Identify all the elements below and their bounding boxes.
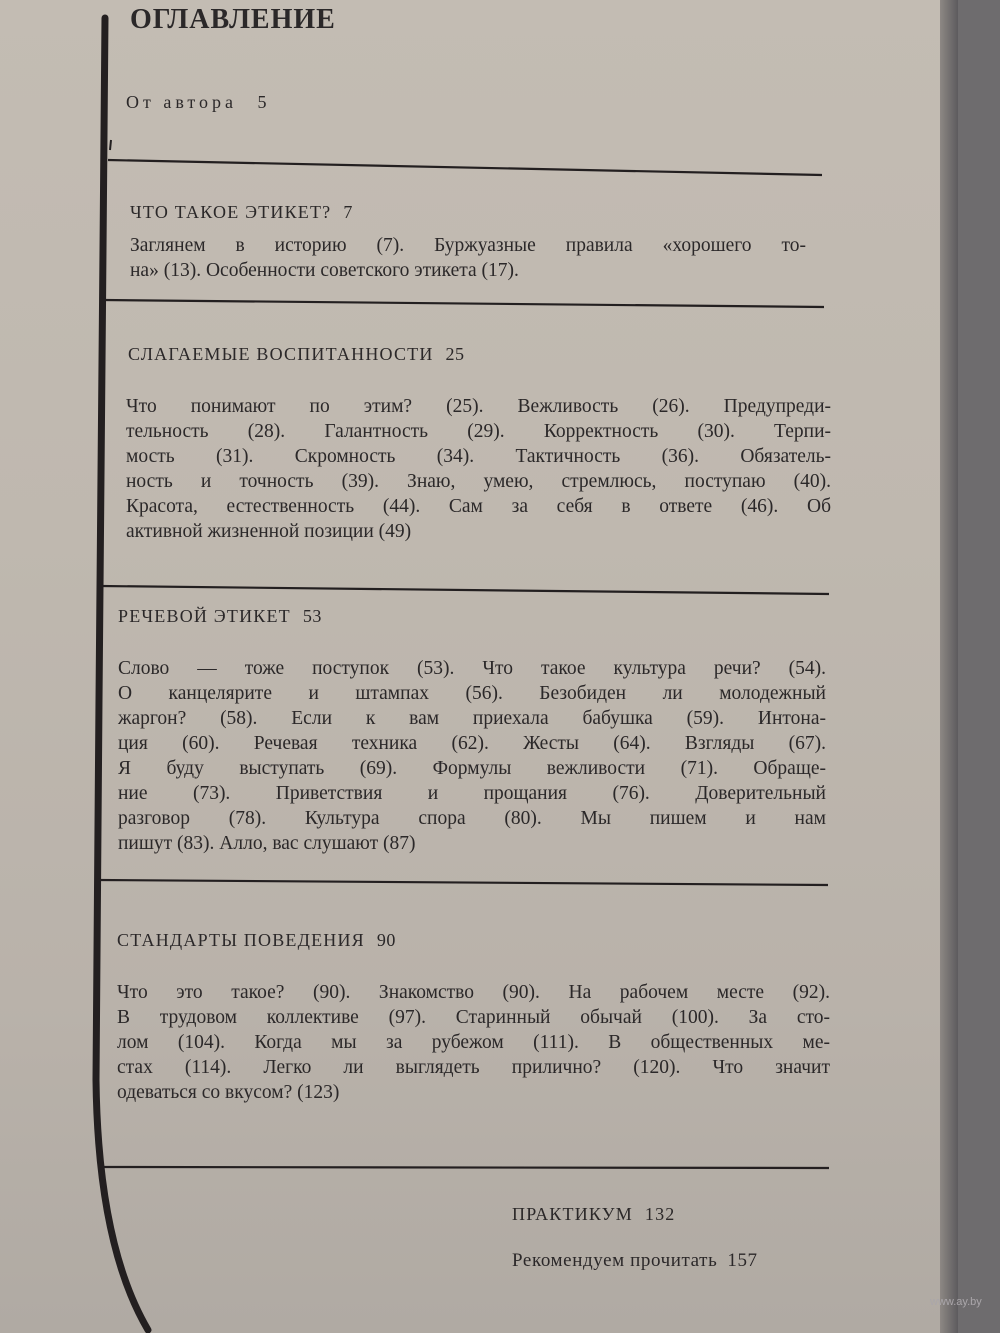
watermark: www.ay.by [930, 1296, 982, 1308]
author-note [126, 92, 268, 113]
body-line: лом (104). Когда мы за рубежом (111). В общественных ме- [117, 1032, 830, 1053]
body-line: пишут (83). Алло, вас слушают (87) [118, 833, 416, 854]
body-line: разговор (78). Культура спора (80). Мы пишем и нам [118, 808, 826, 829]
separator-3 [101, 586, 829, 594]
section-page: 53 [302, 606, 322, 626]
body-line: на» (13). Особенности советского этикета (17). [130, 260, 519, 281]
section-page: 25 [445, 344, 465, 364]
recommended-entry [512, 1250, 758, 1272]
body-line: Слово — тоже поступок (53). Что такое культура речи? (54). [118, 658, 826, 679]
body-line: жаргон? (58). Если к вам приехала бабушка (59). Интона- [118, 708, 826, 729]
body-line: ция (60). Речевая техника (62). Жесты (64). Взгляды (67). [118, 733, 826, 754]
practicum-page: 132 [644, 1204, 676, 1224]
body-line: ние (73). Приветствия и прощания (76). Доверительный [118, 783, 826, 804]
body-line: Я буду выступать (69). Формулы вежливости (71). Обраще- [118, 758, 826, 779]
body-line: Что это такое? (90). Знакомство (90). На рабочем месте (92). [117, 982, 830, 1003]
recommended-page: 157 [727, 1250, 758, 1271]
page-gutter [940, 0, 958, 1333]
section-page: 7 [343, 202, 353, 222]
separator-5 [104, 1167, 829, 1168]
frame-inner-rule [110, 140, 111, 150]
body-line: активной жизненной позиции (49) [126, 521, 412, 542]
body-line: О канцелярите и штампах (56). Безобиден ли молодежный [118, 683, 826, 704]
section-body [117, 980, 830, 1105]
body-line: мость (31). Скромность (34). Тактичность (36). Обязатель- [126, 446, 831, 467]
body-line: Что понимают по этим? (25). Вежливость (26). Предупреди- [126, 396, 831, 417]
body-line: стах (114). Легко ли выглядеть прилично? (120). Что значит [117, 1057, 830, 1078]
separator-2 [104, 300, 824, 307]
section-body [118, 656, 826, 856]
section-title: РЕЧЕВОЙ ЭТИКЕТ [118, 606, 291, 626]
body-line: В трудовом коллективе (97). Старинный обычай (100). За сто- [117, 1007, 830, 1028]
section-heading [118, 606, 322, 627]
body-line: Заглянем в историю (7). Буржуазные правила «хорошего то- [130, 235, 806, 256]
section-title: СЛАГАЕМЫЕ ВОСПИТАННОСТИ [128, 344, 434, 364]
body-line: ность и точность (39). Знаю, умею, стремлюсь, поступаю (40). [126, 471, 831, 492]
practicum-entry [512, 1204, 676, 1225]
section-heading [128, 344, 465, 365]
toc-title: ОГЛАВЛЕНИЕ [130, 4, 336, 35]
section-page: 90 [376, 930, 396, 950]
body-line: тельность (28). Галантность (29). Корректность (30). Терпи- [126, 421, 831, 442]
separator-1 [108, 160, 822, 175]
section-heading [117, 930, 396, 951]
separator-4 [98, 880, 828, 885]
section-body [130, 233, 806, 283]
body-line: одеваться со вкусом? (123) [117, 1082, 340, 1103]
recommended-label: Рекомендуем прочитать [512, 1250, 718, 1271]
author-note-label: От автора [126, 92, 238, 112]
section-title: ЧТО ТАКОЕ ЭТИКЕТ? [130, 202, 332, 222]
practicum-label: ПРАКТИКУМ [512, 1204, 633, 1224]
body-line: Красота, естественность (44). Сам за себя в ответе (46). Об [126, 496, 831, 517]
author-note-page: 5 [257, 92, 268, 112]
section-heading [130, 202, 353, 223]
section-body [126, 394, 831, 544]
section-title: СТАНДАРТЫ ПОВЕДЕНИЯ [117, 930, 365, 950]
